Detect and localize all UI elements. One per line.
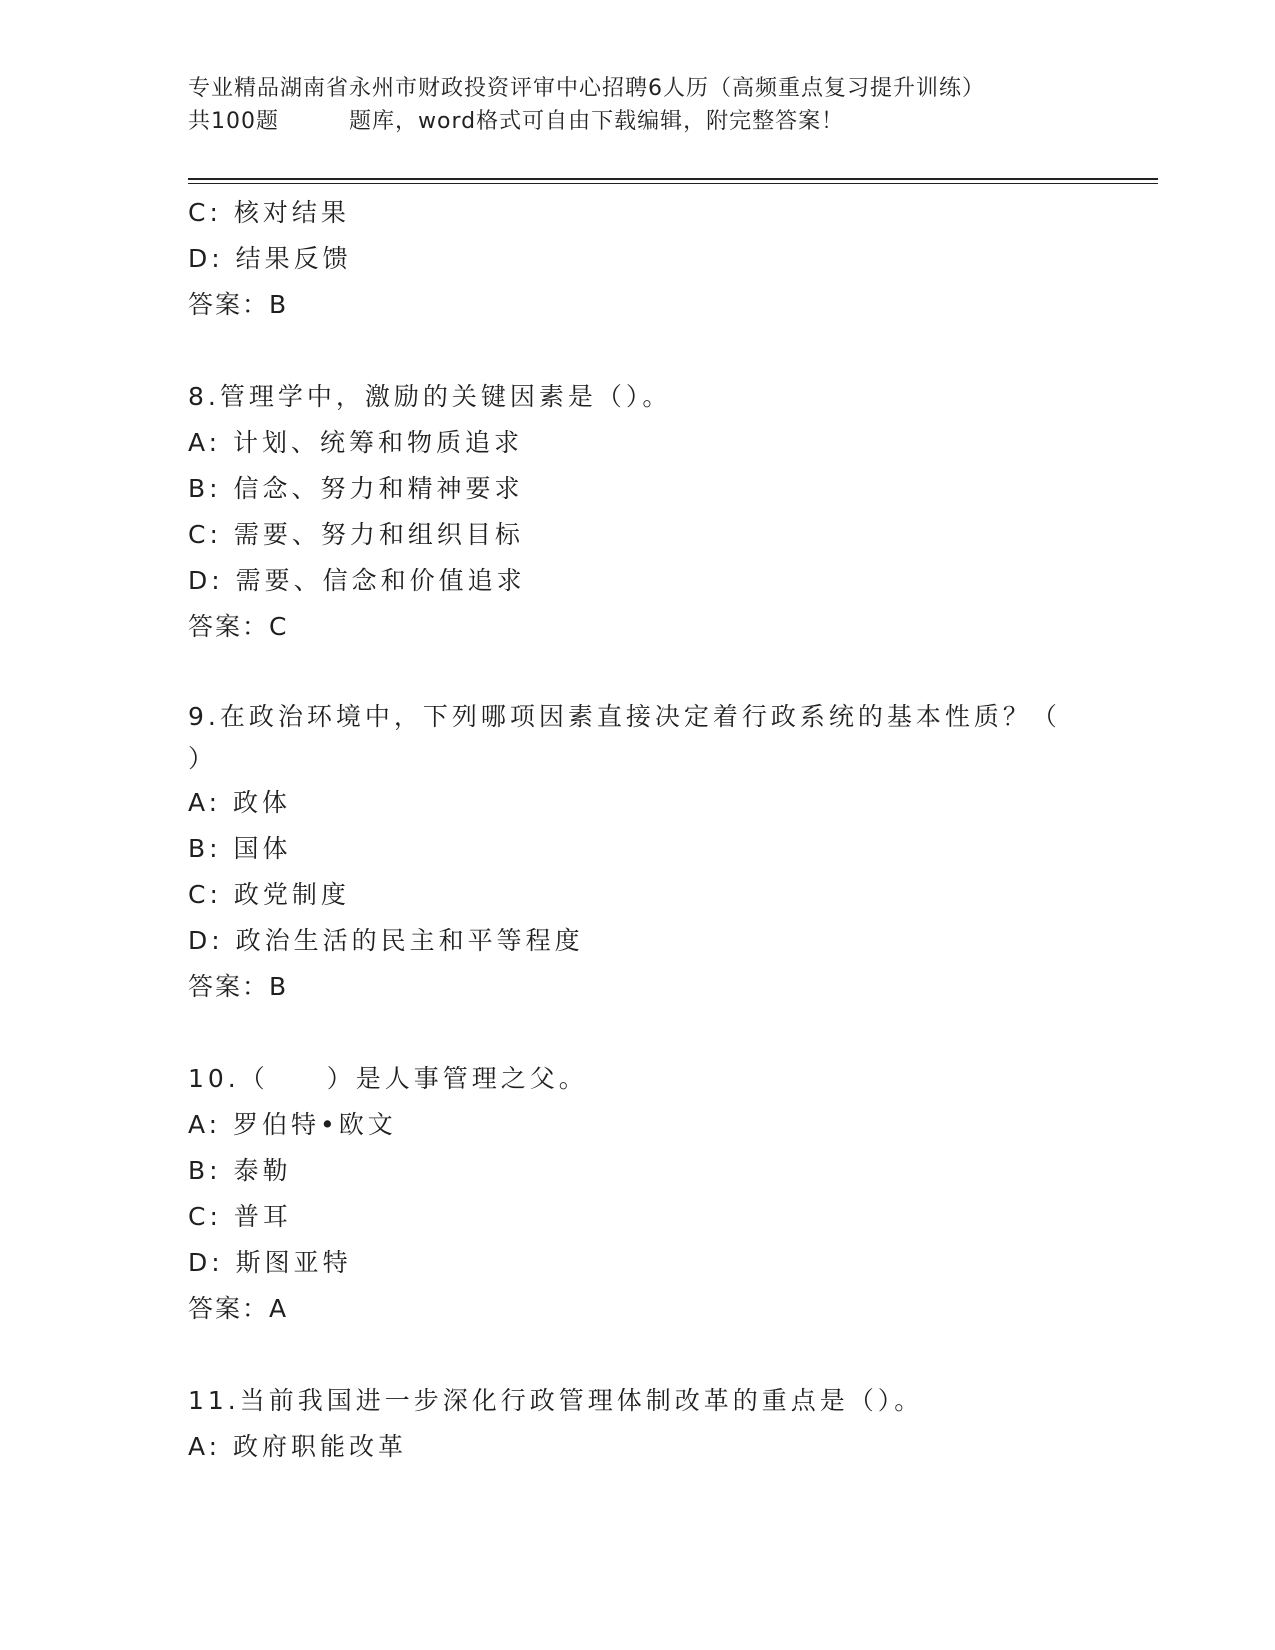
option-d: D: 结果反馈 (188, 244, 352, 273)
header-title-line: 专业精品湖南省永州市财政投资评审中心招聘6人历（高频重点复习提升训练） (188, 76, 985, 101)
option-b: B: 泰勒 (188, 1156, 292, 1185)
document-header (188, 72, 1088, 138)
option-b: B: 国体 (188, 834, 292, 863)
header-subtitle-line (188, 105, 1088, 138)
option-a: A: 政府职能改革 (188, 1432, 408, 1461)
header-description: 题库，word格式可自由下载编辑，附完整答案！ (349, 109, 845, 134)
option-d: D: 政治生活的民主和平等程度 (188, 926, 584, 955)
question-text: 8.管理学中，激励的关键因素是（）。 (188, 382, 672, 411)
answer-line: 答案：A (188, 1294, 289, 1323)
header-divider-thick (188, 178, 1158, 180)
option-c: C: 需要、努力和组织目标 (188, 520, 524, 549)
option-c: C: 普耳 (188, 1202, 292, 1231)
question-block-prev (188, 190, 1088, 328)
option-c: C: 政党制度 (188, 880, 350, 909)
option-d: D: 需要、信念和价值追求 (188, 566, 526, 595)
question-text: 10.（ ）是人事管理之父。 (188, 1064, 588, 1093)
option-a: A: 政体 (188, 788, 292, 817)
question-block-8 (188, 374, 1088, 650)
answer-line: 答案：C (188, 612, 289, 641)
option-a: A: 罗伯特•欧文 (188, 1110, 397, 1139)
option-d: D: 斯图亚特 (188, 1248, 352, 1277)
header-question-count: 共100题 (188, 109, 279, 134)
question-block-9 (188, 696, 1088, 1010)
spacer (188, 1332, 1088, 1378)
question-text-continued: ） (188, 744, 218, 773)
answer-line: 答案：B (188, 972, 289, 1001)
question-text: 11.当前我国进一步深化行政管理体制改革的重点是（）。 (188, 1386, 924, 1415)
option-c: C: 核对结果 (188, 198, 350, 227)
spacer (188, 328, 1088, 374)
answer-line: 答案：B (188, 290, 289, 319)
question-block-10 (188, 1056, 1088, 1332)
option-b: B: 信念、努力和精神要求 (188, 474, 524, 503)
spacer (188, 650, 1088, 696)
question-block-11 (188, 1378, 1088, 1470)
question-list (188, 190, 1088, 1470)
header-divider-thin (188, 183, 1158, 184)
option-a: A: 计划、统筹和物质追求 (188, 428, 524, 457)
question-text: 9.在政治环境中，下列哪项因素直接决定着行政系统的基本性质？（ (188, 702, 1061, 731)
spacer (188, 1010, 1088, 1056)
